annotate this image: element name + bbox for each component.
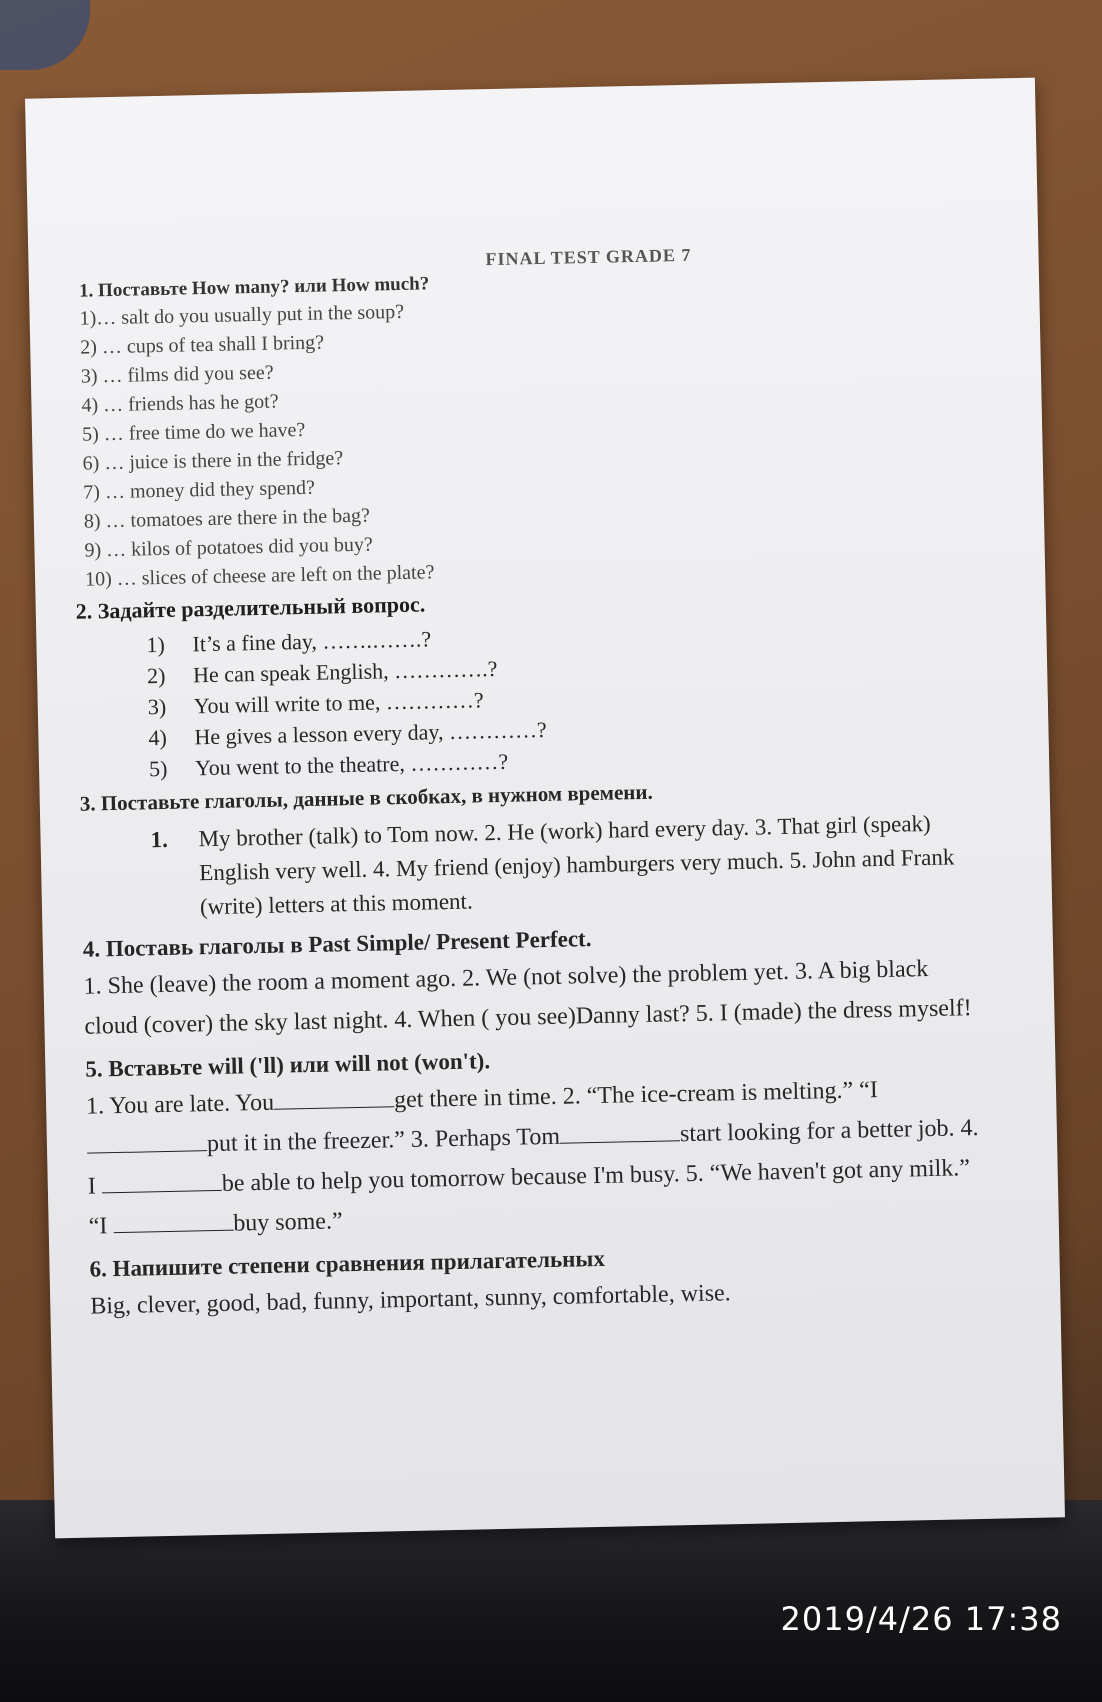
text-fragment: start looking for a better job. 4. I [87,1114,979,1200]
list-item: 6) … juice is there in the fridge? [82,447,344,475]
item-text: He can speak English, ………….? [192,655,498,688]
item-number: 1. [150,826,169,853]
item-number: 3) [147,693,167,720]
answer-blank[interactable] [87,1130,207,1154]
section-3-paragraph [150,806,982,925]
item-number: 1) [146,631,166,658]
section-1-heading: 1. Поставьте How many? или How much? [78,273,430,302]
answer-blank[interactable] [102,1170,222,1194]
text-fragment: 1. You are late. You [85,1089,275,1120]
section-6-text: Big, clever, good, bad, funny, important, sunny, comfortable, wise. [90,1280,731,1320]
section-3-text: My brother (talk) to Tom now. 2. He (work) hard every day. 3. That girl (speak) English very well. 4. My friend (enjoy) hamburgers very much. 5. John and Frank (write) letters at this moment. [198,810,955,920]
section-1-list [79,286,975,595]
list-item: 8) … tomatoes are there in the bag? [83,504,371,533]
list-item: 3) … films did you see? [80,361,274,388]
item-text: You will write to me, …………? [193,687,484,719]
item-text: It’s a fine day, …….…….? [192,626,432,657]
answer-blank[interactable] [560,1120,680,1144]
item-number: 4) [148,724,168,751]
item-number: 5) [148,755,168,782]
list-item: 1)… salt do you usually put in the soup? [79,300,405,330]
section-4-text: 1. She (leave) the room a moment ago. 2. We (not solve) the problem yet. 3. A big black cloud (cover) the sky last night. 4. When ( you see)Danny last? 5. I (made) the dress myself! [83,956,972,1040]
sheet-content [68,239,990,1327]
section-4-heading: 4. Поставь глаголы в Past Simple/ Present Perfect. [82,926,592,962]
answer-blank[interactable] [274,1086,394,1110]
item-number: 2) [146,662,166,689]
text-fragment: get there in time. 2. “The ice-cream is melting.” “I [393,1077,879,1114]
page-title: FINAL TEST GRADE 7 [485,244,692,270]
test-sheet [25,78,1065,1539]
photo-timestamp: 2019/4/26 17:38 [780,1600,1062,1638]
list-item: 7) … money did they spend? [83,476,316,504]
list-item: 4) … friends has he got? [81,390,279,417]
text-fragment: buy some.” [233,1208,343,1237]
answer-blank[interactable] [113,1210,233,1234]
section-2-heading: 2. Задайте разделительный вопрос. [75,591,426,624]
section-5-text [86,1068,989,1247]
list-item: 2) … cups of tea shall I bring? [80,331,325,359]
section-3-heading: 3. Поставьте глаголы, данные в скобках, в нужном времени. [79,779,653,816]
text-fragment: be able to help you tomorrow because I'm busy. 5. “We haven't got any milk.” “I [88,1155,971,1240]
section-5-heading: 5. Вставьте will ('ll) или will not (won't). [85,1048,491,1082]
list-item: 10) … slices of cheese are left on the plate? [84,561,435,591]
item-text: He gives a lesson every day, …………? [194,716,547,750]
section-2-list [146,612,979,784]
list-item: 5) … free time do we have? [81,418,306,446]
list-item: 9) … kilos of potatoes did you buy? [84,533,373,562]
item-text: You went to the theatre, …………? [194,748,509,781]
text-fragment: put it in the freezer.” 3. Perhaps Tom [206,1123,561,1158]
section-6-heading: 6. Напишите степени сравнения прилагательных [89,1245,606,1282]
